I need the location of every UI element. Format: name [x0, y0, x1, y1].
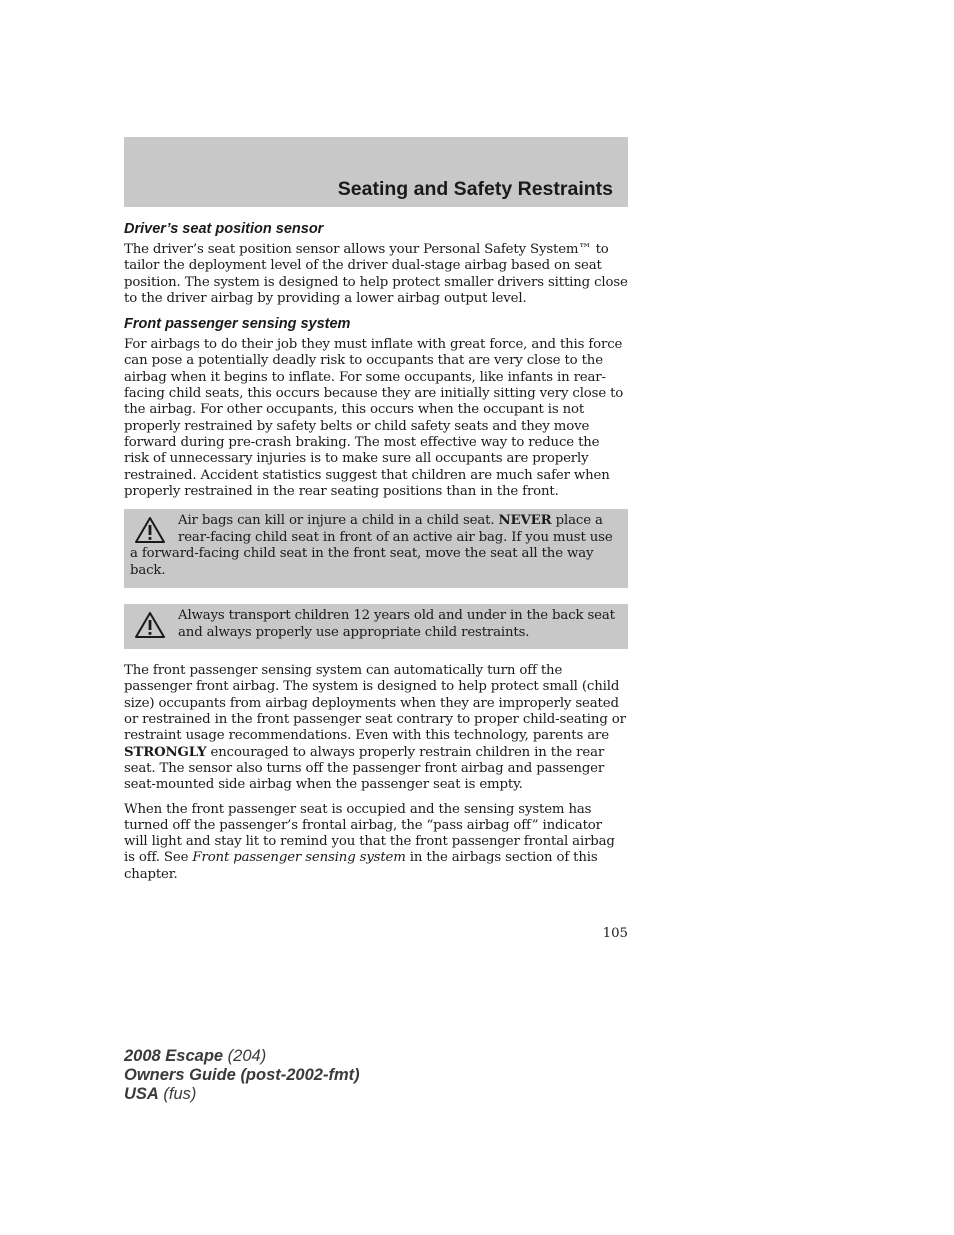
paragraph-airbag-risk: For airbags to do their job they must inflate with great force, and this force can pose a potentially deadly risk to occupants that are very close to the airbag when it begins to inflate. For some occupants, like infants in rear-facing child seats, this occurs because they are initially sitting very close to the airbag. For other occupants, this occurs when the occupant is not properly restrained by safety belts or child safety seats and they move forward during pre-crash braking. The most effective way to reduce the risk of unnecessary injuries is to make sure all occupants are properly restrained. Accident statistics suggest that children are much safer when properly restrained in the rear seating positions than in the front.: [124, 337, 624, 499]
subheading-front-passenger-sensing: Front passenger sensing system: [124, 316, 351, 333]
para4-text-b: in the airbags section of this chapter.: [124, 850, 598, 882]
page-number: 105: [602, 926, 628, 941]
warning-triangle-icon: [134, 516, 166, 544]
paragraph-driver-seat-sensor: The driver’s seat position sensor allows your Personal Safety System™ to tailor the deployment level of the driver dual-stage airbag based on seat position. The system is designed to help protect smaller drivers sitting close to the driver airbag by providing a lower airbag output level.: [124, 242, 628, 306]
warning-emphasis-never: NEVER: [498, 513, 552, 529]
document-footer: [124, 1047, 360, 1104]
paragraph-pass-airbag-off: [124, 802, 628, 883]
subheading-driver-seat-sensor: Driver’s seat position sensor: [124, 221, 324, 237]
para4-text-a: When the front passenger seat is occupied and the sensing system has turned off the passenger’s frontal airbag, the “pass airbag off” indicator will light and stay lit to remind you that the front passenger frontal airbag is off. See: [124, 801, 615, 866]
warning-text-1b: place a rear-facing child seat in front of an active air bag. If you must use a forward-facing child seat in the front seat, move the seat all the way back.: [130, 513, 613, 578]
para3-text-b: encouraged to always properly restrain children in the rear seat. The sensor also turns off the passenger front airbag and passenger seat-mounted side airbag when the passenger seat is empty.: [124, 744, 605, 793]
page-content: [124, 220, 628, 891]
warning-triangle-icon: [134, 611, 166, 639]
footer-line-3: USA (fus): [124, 1085, 197, 1103]
warning-box-child-age: [124, 604, 628, 649]
section-title: Seating and Safety Restraints: [337, 178, 613, 200]
footer-line-2: Owners Guide (post-2002-fmt): [124, 1066, 360, 1084]
paragraph-sensing-system: [124, 663, 628, 793]
footer-line-1: 2008 Escape (204): [124, 1047, 267, 1065]
warning-text-2: Always transport children 12 years old and under in the back seat and always properly use appropriate child restraints.: [178, 608, 615, 640]
para3-text-a: The front passenger sensing system can automatically turn off the passenger front airbag. The system is designed to help protect small (child size) occupants from airbag deployments when they are improperly seated or restrained in the front passenger seat contrary to proper child-seating or restraint usage recommendations. Even with this technology, parents are: [124, 663, 626, 744]
section-header-band: [124, 137, 628, 207]
para3-emphasis-strongly: STRONGLY: [124, 744, 207, 760]
para4-cross-reference: Front passenger sensing system: [192, 850, 406, 866]
warning-text-1a: Air bags can kill or injure a child in a child seat.: [178, 513, 499, 529]
warning-box-child-seat: [124, 509, 628, 588]
